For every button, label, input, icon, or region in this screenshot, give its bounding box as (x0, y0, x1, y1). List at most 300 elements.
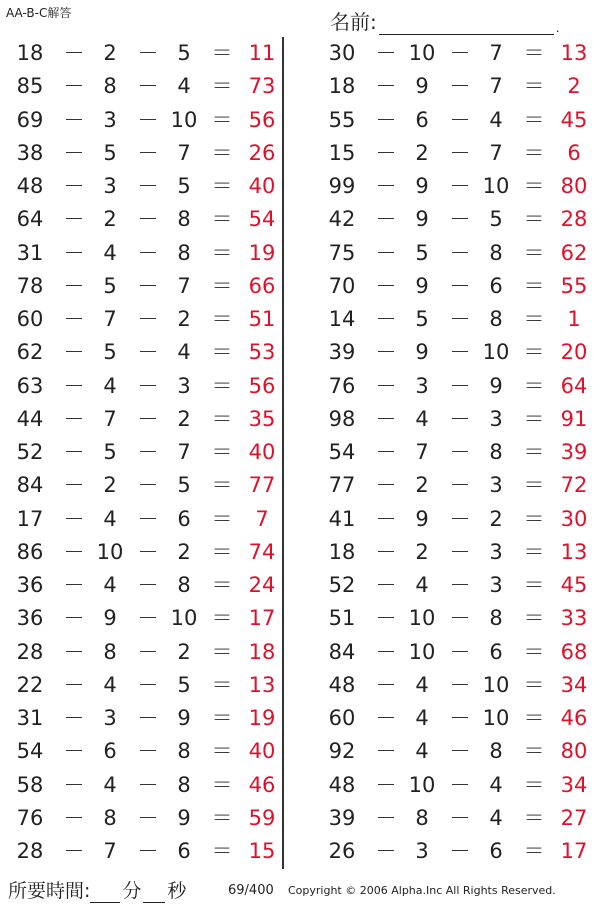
operand-b: 4 (103, 573, 117, 597)
answer: 59 (248, 805, 276, 830)
equals-sign: ＝ (211, 706, 233, 730)
operand-b: 9 (415, 74, 429, 99)
problem-row (312, 104, 600, 137)
minus-sign: － (137, 573, 159, 597)
answer: 64 (560, 373, 588, 398)
operand-b: 9 (415, 506, 429, 531)
operand-c: 8 (489, 739, 503, 764)
equals-sign: ＝ (523, 373, 545, 398)
problem-row (312, 336, 600, 369)
operand-a: 60 (16, 307, 44, 331)
minus-sign: － (63, 506, 85, 531)
answer: 13 (560, 41, 588, 65)
operand-c: 8 (489, 440, 503, 464)
equals-sign: ＝ (211, 406, 233, 431)
minus-sign: － (63, 373, 85, 398)
minus-sign: － (137, 340, 159, 365)
operand-b: 8 (103, 805, 117, 830)
operand-c: 8 (177, 573, 191, 597)
operand-b: 4 (103, 772, 117, 797)
equals-sign: ＝ (211, 639, 233, 664)
minus-sign: － (449, 240, 471, 265)
equals-sign: ＝ (523, 107, 545, 132)
operand-c: 10 (482, 706, 510, 730)
minus-sign: － (449, 573, 471, 597)
operand-c: 6 (489, 839, 503, 863)
answer: 73 (248, 74, 276, 99)
operand-c: 4 (177, 340, 191, 365)
operand-a: 69 (16, 107, 44, 132)
operand-c: 9 (489, 373, 503, 398)
minus-sign: － (375, 340, 397, 365)
problem-row (0, 602, 290, 635)
operand-b: 3 (415, 839, 429, 863)
operand-b: 4 (415, 672, 429, 697)
problem-row (0, 137, 290, 170)
answer: 77 (248, 473, 276, 498)
minus-sign: － (375, 74, 397, 99)
operand-a: 18 (328, 539, 356, 564)
minus-sign: － (63, 839, 85, 863)
minus-sign: － (375, 174, 397, 198)
problem-row (312, 237, 600, 270)
problem-row (0, 835, 290, 868)
problem-row (0, 469, 290, 502)
operand-b: 5 (103, 440, 117, 464)
operand-a: 85 (16, 74, 44, 99)
minus-sign: － (63, 739, 85, 764)
operand-c: 3 (489, 406, 503, 431)
equals-sign: ＝ (523, 539, 545, 564)
minus-sign: － (375, 506, 397, 531)
minus-sign: － (449, 440, 471, 464)
minus-sign: － (375, 307, 397, 331)
operand-a: 42 (328, 207, 356, 232)
operand-a: 30 (328, 41, 356, 65)
answer: 13 (560, 539, 588, 564)
operand-c: 10 (482, 340, 510, 365)
minus-sign: － (137, 772, 159, 797)
name-label: 名前: (330, 10, 377, 34)
equals-sign: ＝ (523, 473, 545, 498)
minus-sign: － (375, 473, 397, 498)
minus-sign: － (375, 207, 397, 232)
answer: 40 (248, 739, 276, 764)
minus-sign: － (449, 373, 471, 398)
operand-a: 17 (16, 506, 44, 531)
minus-sign: － (449, 706, 471, 730)
minus-sign: － (449, 539, 471, 564)
minus-sign: － (63, 207, 85, 232)
minus-sign: － (449, 506, 471, 531)
operand-a: 99 (328, 174, 356, 198)
equals-sign: ＝ (523, 739, 545, 764)
problem-row (0, 104, 290, 137)
equals-sign: ＝ (523, 506, 545, 531)
seconds-blank (143, 882, 165, 903)
minus-sign: － (375, 539, 397, 564)
equals-sign: ＝ (211, 805, 233, 830)
operand-b: 7 (103, 307, 117, 331)
problem-row (0, 802, 290, 835)
problem-row (312, 536, 600, 569)
operand-b: 8 (103, 74, 117, 99)
minus-sign: － (375, 772, 397, 797)
operand-a: 76 (16, 805, 44, 830)
equals-sign: ＝ (523, 706, 545, 730)
minus-sign: － (63, 539, 85, 564)
operand-c: 10 (170, 606, 198, 631)
operand-b: 10 (408, 772, 436, 797)
time-taken-field (8, 876, 188, 903)
operand-b: 4 (415, 573, 429, 597)
operand-b: 2 (103, 473, 117, 498)
operand-b: 9 (415, 207, 429, 232)
minus-sign: － (375, 240, 397, 265)
operand-c: 4 (489, 805, 503, 830)
problem-row (312, 170, 600, 203)
equals-sign: ＝ (523, 207, 545, 232)
equals-sign: ＝ (211, 772, 233, 797)
equals-sign: ＝ (211, 440, 233, 464)
operand-c: 6 (489, 639, 503, 664)
answer: 26 (248, 140, 276, 165)
operand-a: 84 (328, 639, 356, 664)
operand-a: 55 (328, 107, 356, 132)
operand-b: 7 (103, 839, 117, 863)
minus-sign: － (137, 440, 159, 464)
operand-a: 92 (328, 739, 356, 764)
operand-a: 36 (16, 606, 44, 631)
equals-sign: ＝ (211, 207, 233, 232)
operand-c: 4 (177, 74, 191, 99)
minus-sign: － (375, 140, 397, 165)
minus-sign: － (449, 174, 471, 198)
minus-sign: － (137, 240, 159, 265)
answer: 91 (560, 406, 588, 431)
minus-sign: － (449, 839, 471, 863)
equals-sign: ＝ (523, 805, 545, 830)
problem-row (312, 137, 600, 170)
operand-a: 60 (328, 706, 356, 730)
operand-a: 28 (16, 839, 44, 863)
operand-b: 2 (103, 41, 117, 65)
answer: 13 (248, 672, 276, 697)
minus-sign: － (137, 539, 159, 564)
time-label: 所要時間: (8, 880, 91, 902)
answer: 54 (248, 207, 276, 232)
minus-sign: － (375, 440, 397, 464)
operand-c: 3 (489, 573, 503, 597)
problem-row (0, 536, 290, 569)
problem-row (0, 37, 290, 70)
operand-c: 2 (489, 506, 503, 531)
problem-row (0, 669, 290, 702)
answer: 18 (248, 639, 276, 664)
answer: 45 (560, 573, 588, 597)
minus-sign: － (449, 140, 471, 165)
operand-c: 8 (177, 207, 191, 232)
operand-b: 5 (415, 240, 429, 265)
operand-a: 39 (328, 805, 356, 830)
answer: 46 (560, 706, 588, 730)
operand-b: 5 (103, 340, 117, 365)
minus-sign: － (63, 340, 85, 365)
operand-c: 10 (482, 672, 510, 697)
problem-row (312, 735, 600, 768)
operand-b: 2 (103, 207, 117, 232)
minus-sign: － (449, 207, 471, 232)
operand-c: 8 (489, 240, 503, 265)
minus-sign: － (137, 41, 159, 65)
operand-b: 2 (415, 473, 429, 498)
operand-b: 4 (415, 739, 429, 764)
problem-row (312, 602, 600, 635)
equals-sign: ＝ (211, 739, 233, 764)
minus-sign: － (63, 473, 85, 498)
minus-sign: － (63, 240, 85, 265)
copyright-notice: Copyright © 2006 Alpha.Inc All Rights Reserved. (288, 884, 556, 897)
minus-sign: － (63, 406, 85, 431)
problem-row (0, 636, 290, 669)
equals-sign: ＝ (211, 373, 233, 398)
answer: 35 (248, 406, 276, 431)
answer: 56 (248, 373, 276, 398)
operand-a: 18 (16, 41, 44, 65)
problem-row (0, 769, 290, 802)
minus-sign: － (137, 839, 159, 863)
operand-a: 84 (16, 473, 44, 498)
equals-sign: ＝ (211, 307, 233, 331)
operand-c: 8 (489, 307, 503, 331)
operand-a: 63 (16, 373, 44, 398)
operand-c: 2 (177, 307, 191, 331)
operand-b: 3 (103, 706, 117, 730)
operand-c: 6 (177, 839, 191, 863)
operand-a: 22 (16, 672, 44, 697)
answer: 66 (248, 273, 276, 298)
answer: 19 (248, 240, 276, 265)
problem-row (312, 503, 600, 536)
operand-b: 6 (103, 739, 117, 764)
operand-c: 7 (177, 140, 191, 165)
answer: 62 (560, 240, 588, 265)
problem-row (312, 270, 600, 303)
minus-sign: － (137, 373, 159, 398)
minus-sign: － (375, 406, 397, 431)
operand-a: 44 (16, 406, 44, 431)
minus-sign: － (63, 639, 85, 664)
minus-sign: － (449, 74, 471, 99)
equals-sign: ＝ (211, 240, 233, 265)
operand-c: 8 (489, 606, 503, 631)
answer: 34 (560, 772, 588, 797)
operand-a: 75 (328, 240, 356, 265)
answer: 34 (560, 672, 588, 697)
problem-row (312, 203, 600, 236)
name-field (330, 6, 560, 35)
operand-c: 8 (177, 739, 191, 764)
operand-b: 4 (103, 240, 117, 265)
equals-sign: ＝ (211, 672, 233, 697)
operand-a: 62 (16, 340, 44, 365)
equals-sign: ＝ (523, 672, 545, 697)
minus-sign: － (375, 706, 397, 730)
problem-row (312, 636, 600, 669)
operand-b: 7 (103, 406, 117, 431)
minus-sign: － (63, 307, 85, 331)
operand-a: 26 (328, 839, 356, 863)
equals-sign: ＝ (523, 74, 545, 99)
operand-c: 9 (177, 805, 191, 830)
problem-row (312, 370, 600, 403)
equals-sign: ＝ (211, 606, 233, 631)
equals-sign: ＝ (523, 41, 545, 65)
answer: 53 (248, 340, 276, 365)
minus-sign: － (137, 140, 159, 165)
operand-b: 4 (103, 506, 117, 531)
problem-row (312, 802, 600, 835)
problem-row (0, 336, 290, 369)
minus-sign: － (63, 606, 85, 631)
answer: 74 (248, 539, 276, 564)
operand-b: 2 (415, 140, 429, 165)
operand-a: 52 (16, 440, 44, 464)
minus-sign: － (449, 273, 471, 298)
equals-sign: ＝ (211, 174, 233, 198)
equals-sign: ＝ (523, 307, 545, 331)
operand-a: 41 (328, 506, 356, 531)
problem-row (0, 569, 290, 602)
equals-sign: ＝ (523, 639, 545, 664)
operand-c: 7 (177, 440, 191, 464)
answer: 19 (248, 706, 276, 730)
operand-b: 4 (415, 706, 429, 730)
equals-sign: ＝ (211, 473, 233, 498)
minus-sign: － (375, 573, 397, 597)
operand-a: 39 (328, 340, 356, 365)
operand-a: 14 (328, 307, 356, 331)
minus-sign: － (137, 606, 159, 631)
operand-a: 70 (328, 273, 356, 298)
operand-a: 36 (16, 573, 44, 597)
equals-sign: ＝ (523, 240, 545, 265)
minus-sign: － (449, 340, 471, 365)
operand-a: 31 (16, 240, 44, 265)
operand-b: 9 (415, 174, 429, 198)
operand-a: 48 (328, 772, 356, 797)
operand-b: 4 (103, 672, 117, 697)
equals-sign: ＝ (523, 340, 545, 365)
answer: 20 (560, 340, 588, 365)
minus-sign: － (137, 107, 159, 132)
operand-b: 3 (103, 174, 117, 198)
name-blank-line (379, 14, 554, 35)
operand-c: 2 (177, 639, 191, 664)
answer: 15 (248, 839, 276, 863)
minus-sign: － (63, 672, 85, 697)
equals-sign: ＝ (211, 41, 233, 65)
answer: 68 (560, 639, 588, 664)
operand-c: 9 (177, 706, 191, 730)
minus-sign: － (63, 805, 85, 830)
minus-sign: － (375, 41, 397, 65)
problem-row (0, 170, 290, 203)
answer: 24 (248, 573, 276, 597)
equals-sign: ＝ (523, 606, 545, 631)
minus-sign: － (449, 606, 471, 631)
operand-c: 2 (177, 539, 191, 564)
minus-sign: － (63, 573, 85, 597)
operand-c: 10 (170, 107, 198, 132)
minus-sign: － (137, 273, 159, 298)
operand-c: 5 (489, 207, 503, 232)
minus-sign: － (449, 772, 471, 797)
minus-sign: － (449, 672, 471, 697)
minus-sign: － (137, 174, 159, 198)
operand-a: 86 (16, 539, 44, 564)
minus-sign: － (63, 273, 85, 298)
operand-c: 8 (177, 240, 191, 265)
operand-b: 4 (415, 406, 429, 431)
operand-a: 78 (16, 273, 44, 298)
worksheet-title: AA-B-C解答 (6, 6, 72, 20)
equals-sign: ＝ (523, 174, 545, 198)
operand-c: 4 (489, 772, 503, 797)
minus-sign: － (375, 839, 397, 863)
minus-sign: － (63, 74, 85, 99)
minus-sign: － (375, 606, 397, 631)
operand-a: 48 (16, 174, 44, 198)
operand-a: 28 (16, 639, 44, 664)
problem-row (312, 669, 600, 702)
page-number: 69/400 (228, 883, 274, 898)
answer: 51 (248, 307, 276, 331)
problem-row (0, 436, 290, 469)
problem-row (312, 835, 600, 868)
minus-sign: － (137, 307, 159, 331)
problem-row (312, 702, 600, 735)
operand-b: 8 (415, 805, 429, 830)
minus-sign: － (375, 373, 397, 398)
operand-c: 6 (177, 506, 191, 531)
minus-sign: － (375, 805, 397, 830)
operand-c: 8 (177, 772, 191, 797)
minus-sign: － (63, 140, 85, 165)
minus-sign: － (137, 506, 159, 531)
answer: 72 (560, 473, 588, 498)
problem-row (0, 203, 290, 236)
answer: 1 (567, 307, 581, 331)
name-trailing-mark: . (555, 21, 560, 35)
equals-sign: ＝ (523, 839, 545, 863)
operand-a: 98 (328, 406, 356, 431)
minus-sign: － (449, 107, 471, 132)
equals-sign: ＝ (523, 406, 545, 431)
equals-sign: ＝ (523, 440, 545, 464)
problem-row (0, 303, 290, 336)
operand-a: 18 (328, 74, 356, 99)
operand-b: 4 (103, 373, 117, 398)
minus-sign: － (375, 273, 397, 298)
problem-row (0, 237, 290, 270)
minus-sign: － (137, 74, 159, 99)
equals-sign: ＝ (211, 539, 233, 564)
minus-sign: － (375, 107, 397, 132)
equals-sign: ＝ (211, 839, 233, 863)
answer: 33 (560, 606, 588, 631)
answer: 30 (560, 506, 588, 531)
